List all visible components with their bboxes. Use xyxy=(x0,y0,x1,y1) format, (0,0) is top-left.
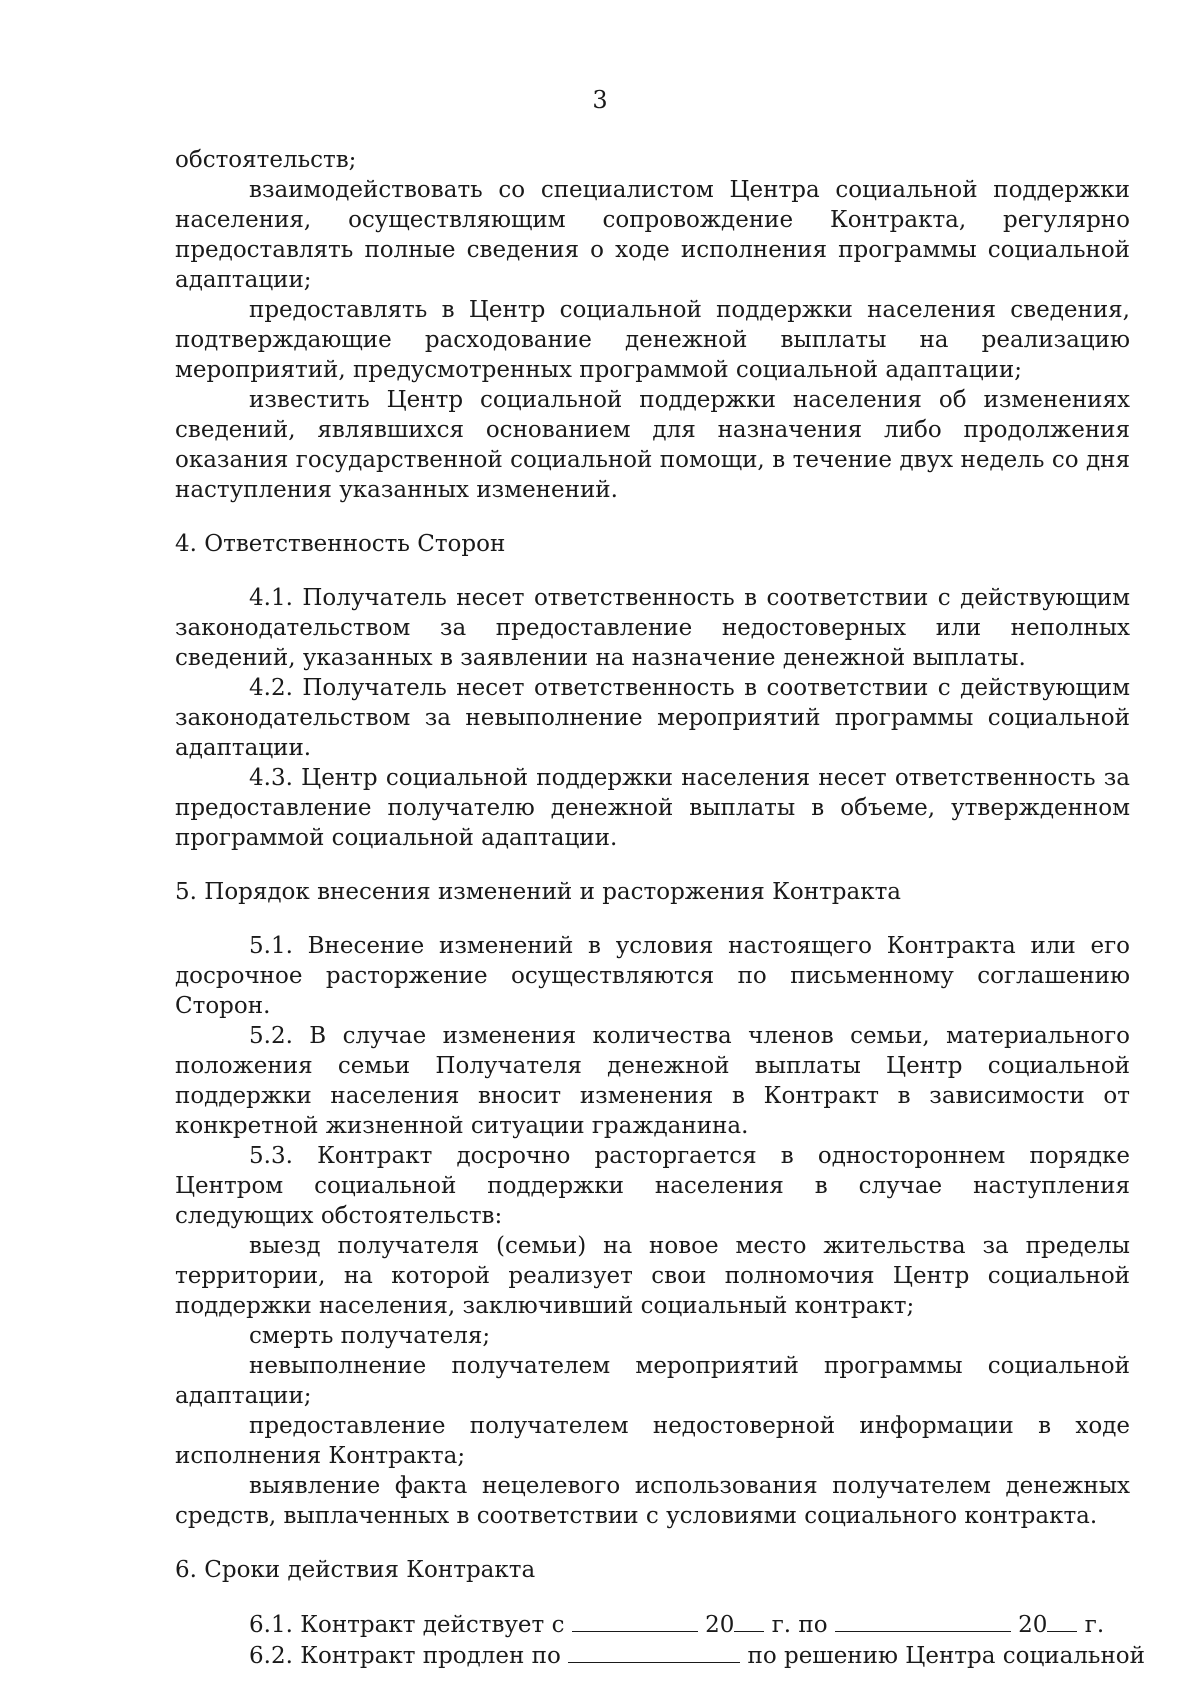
blank-field xyxy=(835,1609,1011,1632)
paragraph: предоставление получателем недостоверной информации в ходе исполнения Контракта; xyxy=(175,1413,1130,1469)
paragraph-extension xyxy=(175,1640,1145,1671)
document-body xyxy=(175,145,1145,1671)
paragraph: 4.2. Получатель несет ответственность в соответствии с действующим законодательством за невыполнение мероприятий программы социальной адаптации. xyxy=(175,675,1130,761)
paragraph: невыполнение получателем мероприятий программы социальной адаптации; xyxy=(175,1353,1130,1409)
paragraph: смерть получателя; xyxy=(249,1323,491,1349)
paragraph: предоставлять в Центр социальной поддержки населения сведения, подтверждающие расходование денежной выплаты на реализацию мероприятий, предусмотренных программой социальной адаптации; xyxy=(175,297,1130,383)
paragraph: выявление факта нецелевого использования получателем денежных средств, выплаченных в соответствии с условиями социального контракта. xyxy=(175,1473,1130,1529)
paragraph: известить Центр социальной поддержки населения об изменениях сведений, являвшихся основанием для назначения либо продолжения оказания государственной социальной помощи, в течение двух недель со дня наступления указанных изменений. xyxy=(175,387,1130,503)
term-text: 20 xyxy=(1018,1612,1048,1638)
section-heading: 5. Порядок внесения изменений и расторжения Контракта xyxy=(175,879,902,905)
paragraph: 5.2. В случае изменения количества членов семьи, материального положения семьи Получателя денежной выплаты Центр социальной поддержки населения вносит изменения в Контракт в зависимости от конкретной жизненной ситуации гражданина. xyxy=(175,1023,1130,1139)
term-text: г. по xyxy=(771,1612,828,1638)
paragraph: 5.1. Внесение изменений в условия настоящего Контракта или его досрочное расторжение осуществляются по письменному соглашению Сторон. xyxy=(175,933,1130,1019)
paragraph: 4.3. Центр социальной поддержки населения несет ответственность за предоставление получателю денежной выплаты в объеме, утвержденном программой социальной адаптации. xyxy=(175,765,1130,851)
paragraph: 4.1. Получатель несет ответственность в соответствии с действующим законодательством за предоставление недостоверных или неполных сведений, указанных в заявлении на назначение денежной выплаты. xyxy=(175,585,1130,671)
paragraph: взаимодействовать со специалистом Центра социальной поддержки населения, осуществляющим сопровождение Контракта, регулярно предоставлять полные сведения о ходе исполнения программы социальной адаптации; xyxy=(175,177,1130,293)
section-heading: 4. Ответственность Сторон xyxy=(175,531,506,557)
paragraph: выезд получателя (семьи) на новое место жительства за пределы территории, на которой реализует свои полномочия Центр социальной поддержки населения, заключивший социальный контракт; xyxy=(175,1233,1130,1319)
blank-field xyxy=(734,1609,764,1632)
blank-field xyxy=(568,1640,740,1663)
paragraph: 5.3. Контракт досрочно расторгается в одностороннем порядке Центром социальной поддержки населения в случае наступления следующих обстоятельств: xyxy=(175,1143,1130,1229)
section-heading: 6. Сроки действия Контракта xyxy=(175,1557,536,1583)
term-text: 6.1. Контракт действует с xyxy=(249,1612,565,1638)
blank-field xyxy=(572,1609,698,1632)
term-text: г. xyxy=(1084,1612,1105,1638)
blank-field xyxy=(1047,1609,1077,1632)
page-number: 3 xyxy=(592,86,608,114)
paragraph: обстоятельств; xyxy=(175,147,357,173)
term-text: 6.2. Контракт продлен по xyxy=(249,1643,561,1669)
term-text: по решению Центра социальной xyxy=(747,1643,1145,1669)
term-text: 20 xyxy=(705,1612,735,1638)
paragraph-term xyxy=(175,1609,1130,1640)
